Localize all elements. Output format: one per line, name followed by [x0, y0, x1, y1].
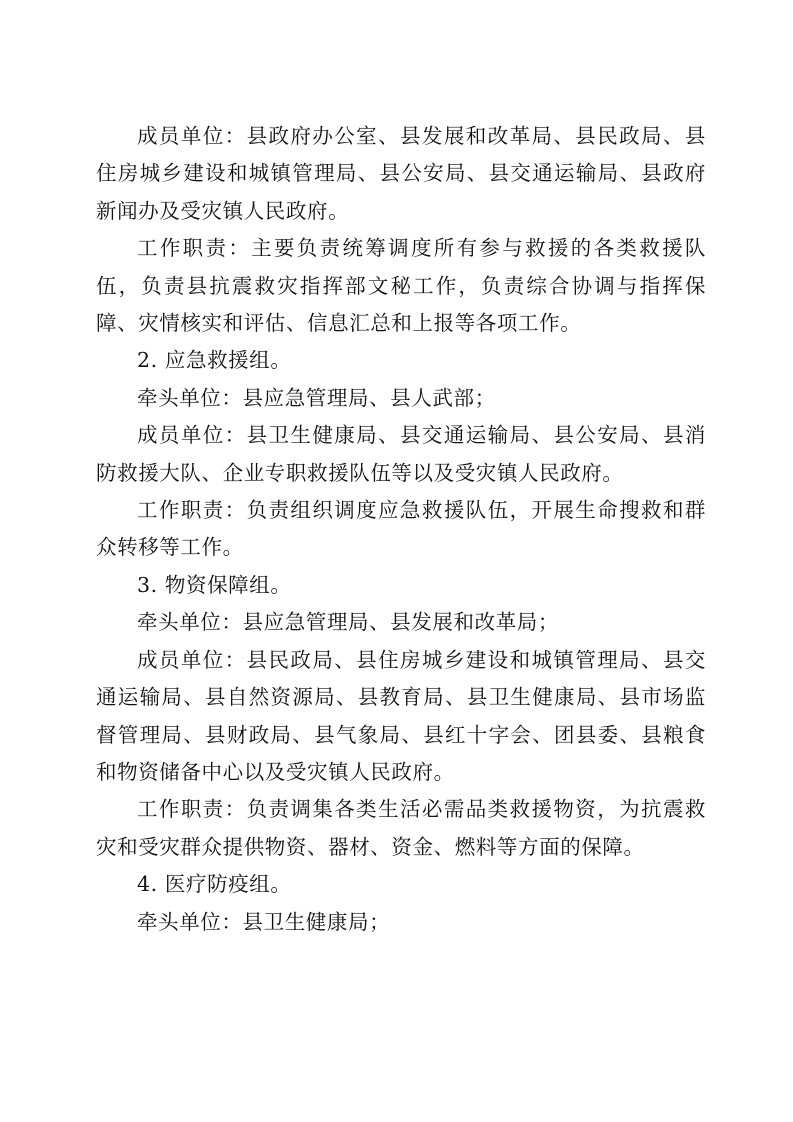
paragraph-members-1: 成员单位：县政府办公室、县发展和改革局、县民政局、县住房城乡建设和城镇管理局、县公安局、县交通运输局、县政府新闻办及受灾镇人民政府。 — [96, 124, 706, 223]
paragraph-lead-3: 牵头单位：县应急管理局、县发展和改革局； — [137, 610, 559, 635]
document-body — [96, 118, 706, 941]
paragraph-duties-3: 工作职责：负责调集各类生活必需品类救援物资，为抗震救灾和受灾群众提供物资、器材、资金、燃料等方面的保障。 — [96, 797, 706, 859]
section-heading-medical-epidemic: 4. 医疗防疫组。 — [137, 872, 292, 897]
paragraph-lead-2: 牵头单位：县应急管理局、县人武部； — [137, 385, 496, 410]
section-heading-emergency-rescue: 2. 应急救援组。 — [137, 348, 292, 373]
paragraph-duties-1: 工作职责：主要负责统筹调度所有参与救援的各类救援队伍，负责县抗震救灾指挥部文秘工作，负责综合协调与指挥保障、灾情核实和评估、信息汇总和上报等各项工作。 — [96, 236, 706, 336]
paragraph-members-2: 成员单位：县卫生健康局、县交通运输局、县公安局、县消防救援大队、企业专职救援队伍等以及受灾镇人民政府。 — [96, 423, 706, 485]
paragraph-members-3: 成员单位：县民政局、县住房城乡建设和城镇管理局、县交通运输局、县自然资源局、县教育局、县卫生健康局、县市场监督管理局、县财政局、县气象局、县红十字会、团县委、县粮食和物资储备中心以及受灾镇人民政府。 — [96, 647, 706, 784]
paragraph-duties-2: 工作职责：负责组织调度应急救援队伍，开展生命搜救和群众转移等工作。 — [96, 498, 706, 560]
paragraph-lead-4: 牵头单位：县卫生健康局； — [137, 909, 391, 934]
section-heading-material-support: 3. 物资保障组。 — [137, 572, 292, 597]
